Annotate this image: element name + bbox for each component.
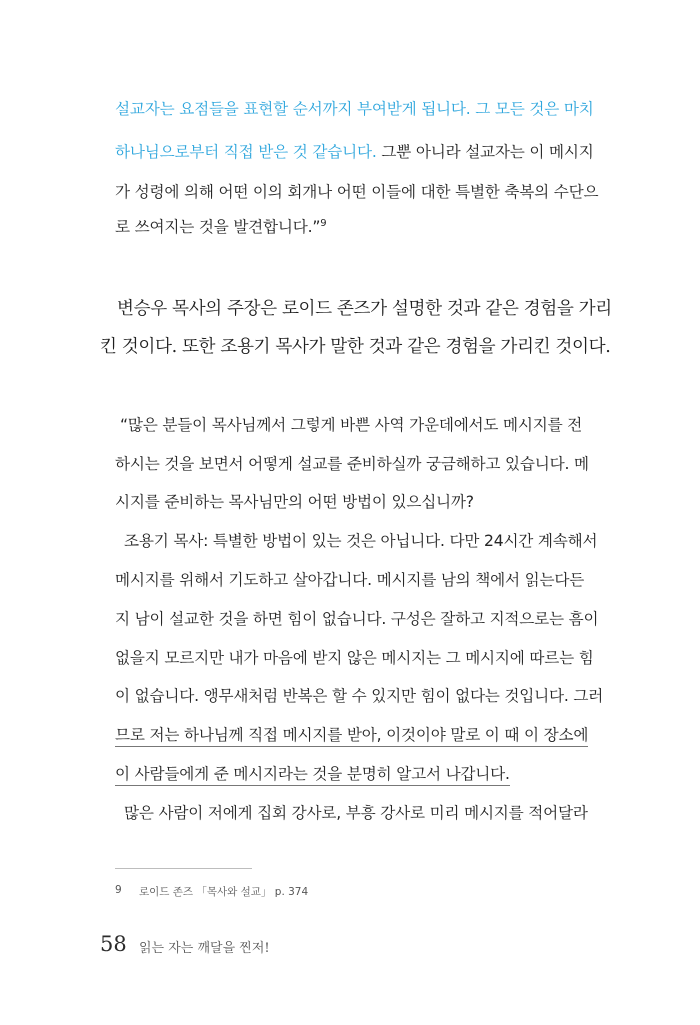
quote1-line-3: 가 성령에 의해 어떤 이의 회개나 어떤 이들에 대한 특별한 축복의 수단으: [115, 183, 599, 201]
quote2-line-10-underlined: 이 사람들에게 준 메시지라는 것을 분명히 알고서 나갑니다.: [115, 762, 510, 786]
quote2-line-1: “많은 분들이 목사님께서 그렇게 바쁜 사역 가운데에서도 메시지를 전: [120, 416, 583, 434]
quote1-line-4-text: 로 쓰여지는 것을 발견합니다.”: [115, 218, 321, 236]
quote2-line-4: 조용기 목사: 특별한 방법이 있는 것은 아닙니다. 다만 24시간 계속해서: [124, 532, 598, 550]
quote2-line-3: 시지를 준비하는 목사님만의 어떤 방법이 있으십니까?: [115, 493, 474, 511]
quote1-line-4: [115, 215, 326, 237]
footnote-divider: [115, 868, 252, 869]
quote1-line-2: [115, 140, 594, 162]
footnote-ref: 9: [320, 218, 327, 229]
body-line-2: 킨 것이다. 또한 조용기 목사가 말한 것과 같은 경험을 가리킨 것이다.: [100, 337, 611, 357]
quote1-line-2-highlight: 하나님으로부터 직접 받은 것 같습니다.: [115, 143, 377, 161]
quote2-line-7: 없을지 모르지만 내가 마음에 받지 않은 메시지는 그 메시지에 따르는 힘: [115, 649, 594, 667]
page-number: 58: [100, 932, 127, 956]
quote2-line-6: 지 남이 설교한 것을 하면 힘이 없습니다. 구성은 잘하고 지적으로는 흠이: [115, 610, 599, 628]
body-line-1: 변승우 목사의 주장은 로이드 존즈가 설명한 것과 같은 경험을 가리: [117, 299, 612, 319]
quote2-line-11: 많은 사람이 저에게 집회 강사로, 부흥 강사로 미리 메시지를 적어달라: [124, 804, 588, 822]
quote2-line-2: 하시는 것을 보면서 어떻게 설교를 준비하실까 궁금해하고 있습니다. 메: [115, 455, 589, 473]
quote2-line-5: 메시지를 위해서 기도하고 살아갑니다. 메시지를 남의 책에서 읽는다든: [115, 571, 585, 589]
running-title: 읽는 자는 깨달을 찐저!: [139, 941, 270, 956]
footnote-text: 로이드 존즈 「목사와 설교」 p. 374: [139, 886, 309, 898]
quote2-line-8: 이 없습니다. 앵무새처럼 반복은 할 수 있지만 힘이 없다는 것입니다. 그러: [115, 687, 604, 705]
footnote-number: 9: [115, 884, 122, 896]
quote1-line-2-rest: 그뿐 아니라 설교자는 이 메시지: [376, 143, 594, 161]
quote2-line-9-underlined: 므로 저는 하나님께 직접 메시지를 받아, 이것이야 말로 이 때 이 장소에: [115, 723, 588, 747]
quote1-line-1: 설교자는 요점들을 표현할 순서까지 부여받게 됩니다. 그 모든 것은 마치: [115, 100, 594, 118]
